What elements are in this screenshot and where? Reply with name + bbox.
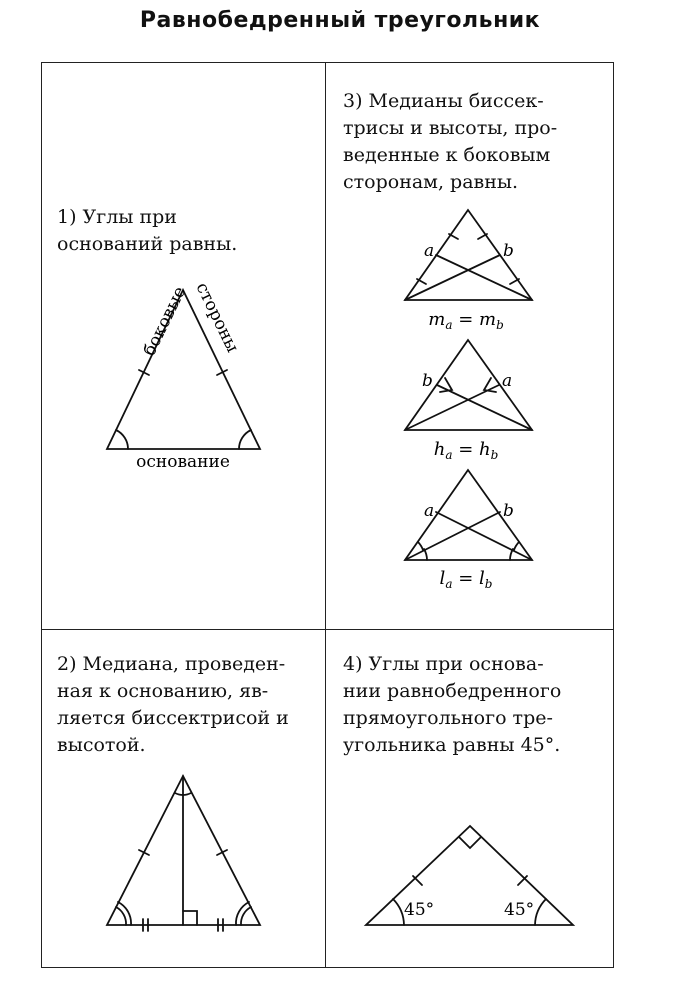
fig2-formula: $h_a = h_b$	[433, 439, 499, 462]
fig1-formula: $m_a = m_b$	[428, 309, 504, 332]
label-sides-left: боковые	[139, 283, 191, 360]
angle-left-label: 45°	[404, 900, 435, 920]
triangle-right-isosceles	[366, 826, 573, 925]
fig3-label-b: b	[503, 501, 514, 521]
label-base: основание	[136, 452, 230, 472]
fig3-label-a: a	[424, 501, 435, 521]
triangle-cell1	[107, 290, 260, 449]
angle-right-label: 45°	[504, 900, 535, 920]
fig1-label-a: a	[424, 241, 435, 261]
cell4-text: 4) Углы при основа- нии равнобедренного прямоугольного тре- угольника равны 45°.	[343, 653, 562, 756]
fig2-label-a: a	[502, 371, 513, 391]
fig3-formula: $l_a = l_b$	[439, 568, 493, 591]
fig2-label-b: b	[422, 371, 433, 391]
fig1-label-b: b	[503, 241, 514, 261]
page-title: Равнобедренный треугольник	[139, 8, 541, 33]
label-sides-right: стороны	[191, 279, 243, 356]
cell3-text: 3) Медианы биссек- трисы и высоты, про- веденные к боковым сторонам, равны.	[343, 90, 558, 193]
cell2-text: 2) Медиана, проведен- ная к основанию, яв- ляется биссектрисой и высотой.	[57, 653, 289, 756]
triangle-cell2	[107, 776, 260, 931]
cell1-text: 1) Углы при оснований равны.	[57, 206, 238, 255]
